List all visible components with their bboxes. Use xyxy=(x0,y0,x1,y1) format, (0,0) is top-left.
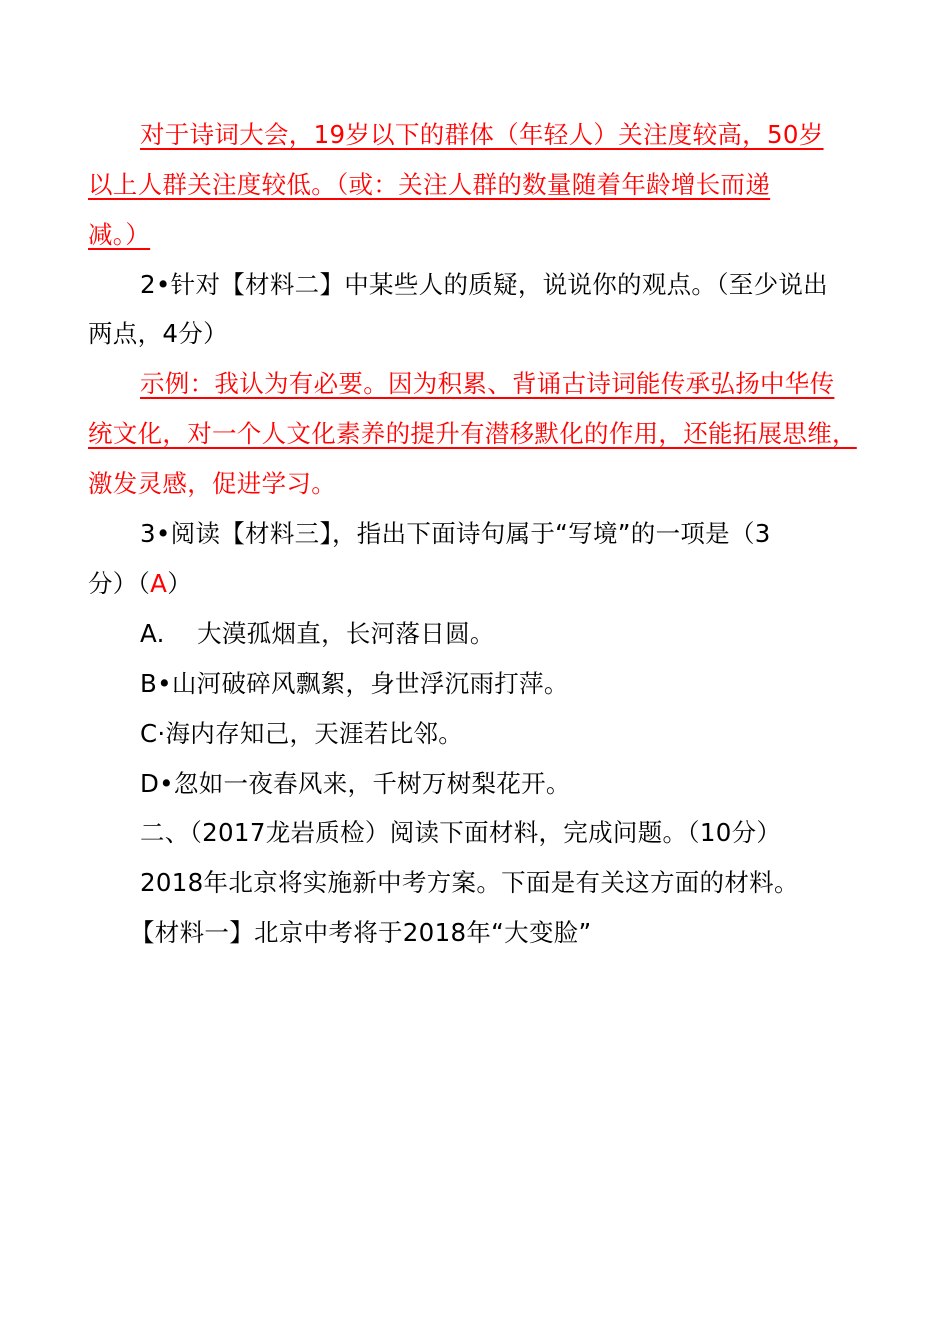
answer-1-line-2: 以上人群关注度较低。（或：关注人群的数量随着年龄增长而递 xyxy=(88,170,771,199)
answer-1-line-1: 对于诗词大会，19岁以下的群体（年轻人）关注度较高，50岁 xyxy=(140,120,824,149)
material-1-title: 【材料一】北京中考将于2018年“大变脸” xyxy=(130,918,592,947)
question-3-suffix: ） xyxy=(167,569,193,598)
option-b: B•山河破碎风飘絮，身世浮沉雨打萍。 xyxy=(140,669,569,698)
option-c: C·海内存知己，天涯若比邻。 xyxy=(140,719,464,748)
answer-2-line-1: 示例：我认为有必要。因为积累、背诵古诗词能传承弘扬中华传 xyxy=(140,369,835,398)
question-3-answer: A xyxy=(150,569,168,598)
question-3-line-1: 3•阅读【材料三】，指出下面诗句属于“写境”的一项是（3 xyxy=(140,519,771,548)
question-3-prefix: 分）（ xyxy=(88,569,151,598)
answer-1-line-3: 减。） xyxy=(88,220,151,249)
question-3-line-2 xyxy=(88,567,192,601)
answer-2-line-2: 统文化，对一个人文化素养的提升有潜移默化的作用，还能拓展思维， xyxy=(88,419,857,448)
option-d: D•忽如一夜春风来，千树万树梨花开。 xyxy=(140,769,571,798)
question-2-line-1: 2•针对【材料二】中某些人的质疑，说说你的观点。（至少说出 xyxy=(140,270,828,299)
option-a: A. 大漠孤烟直，长河落日圆。 xyxy=(140,619,495,648)
section-2-heading: 二、（2017龙岩质检）阅读下面材料，完成问题。（10分） xyxy=(140,818,782,847)
question-2-line-2: 两点，4分） xyxy=(88,319,228,348)
answer-2-line-3: 激发灵感，促进学习。 xyxy=(88,469,336,498)
section-2-intro: 2018年北京将实施新中考方案。下面是有关这方面的材料。 xyxy=(140,868,799,897)
